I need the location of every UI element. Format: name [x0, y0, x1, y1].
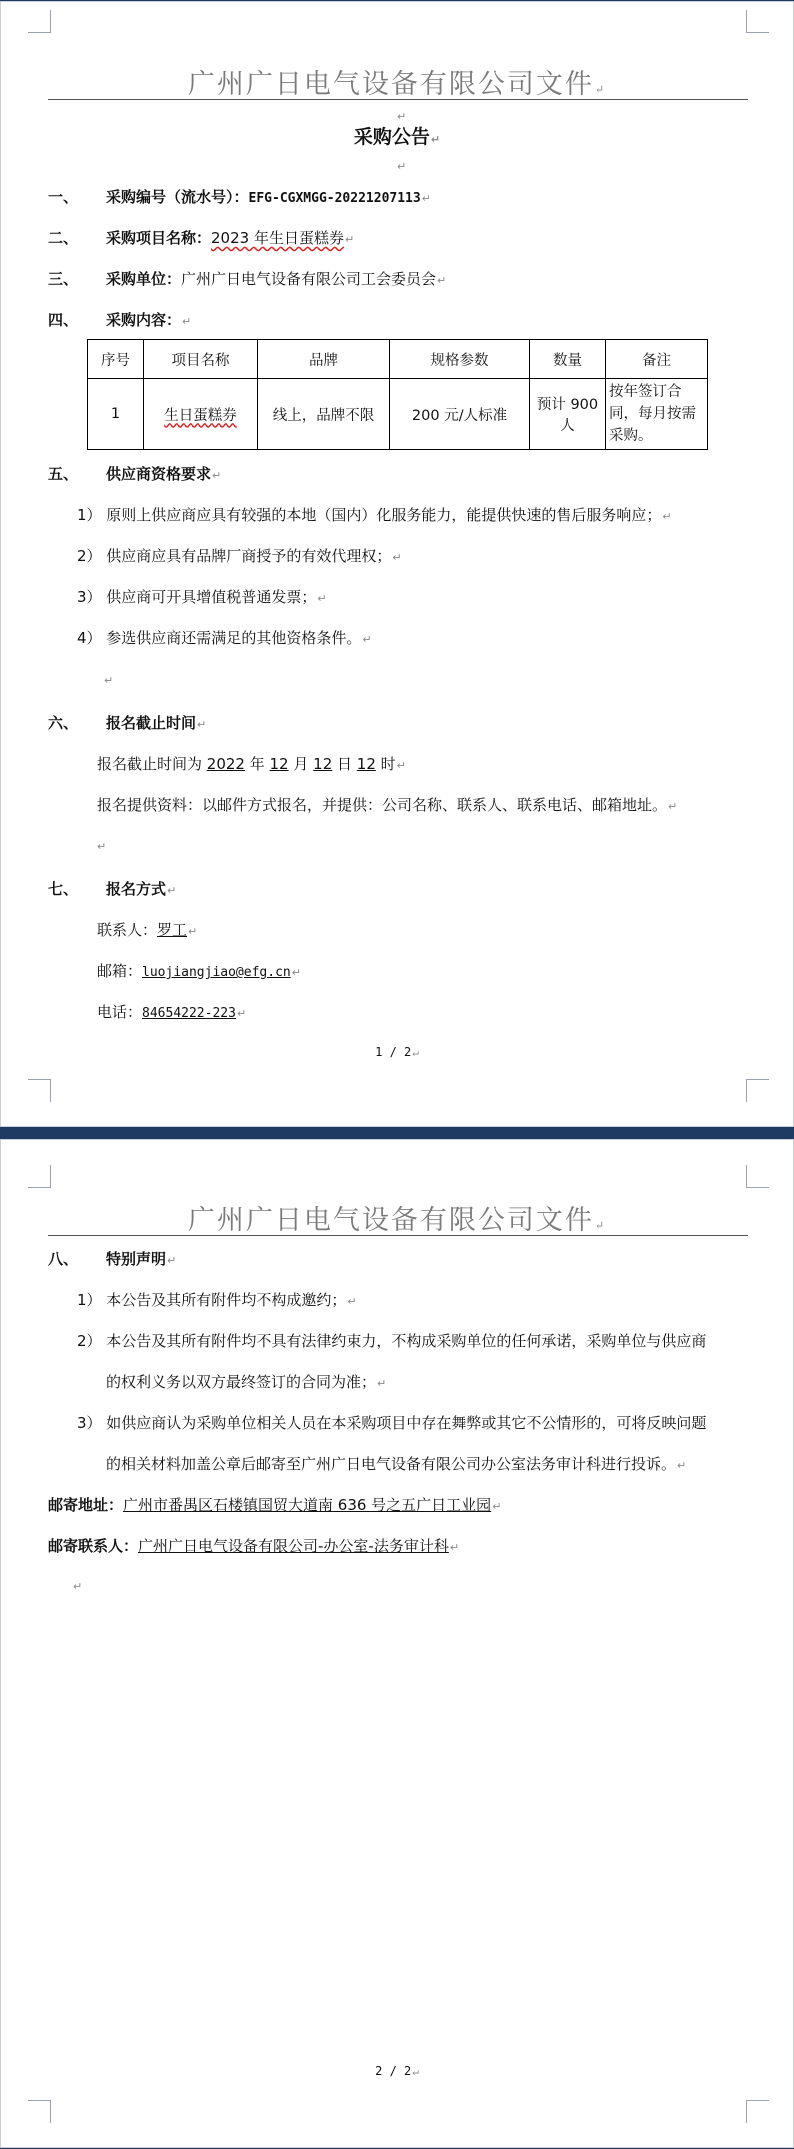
- email-link[interactable]: luojiangjiao@efg.cn: [142, 965, 291, 980]
- page-number: 2 / 2↵: [375, 2064, 419, 2078]
- document-page-2: [1, 1140, 793, 2147]
- list-item: 2） 本公告及其所有附件均不具有法律约束力，不构成采购单位的任何承诺，采购单位与供应商: [77, 1332, 707, 1350]
- section-registration-method: 七、 报名方式↵: [48, 880, 177, 898]
- table-header-cell: 规格参数: [390, 340, 530, 379]
- list-item-continuation: 的权利义务以双方最终签订的合同为准；↵: [106, 1373, 387, 1391]
- deadline-text: 报名截止时间为 2022 年 12 月 12 日 12 时↵: [97, 755, 406, 773]
- crop-mark-top-left: [28, 1165, 51, 1188]
- list-item: 4） 参选供应商还需满足的其他资格条件。↵: [77, 629, 372, 647]
- paragraph-mark: ↵: [73, 1580, 83, 1593]
- header-title: 广州广日电气设备有限公司文件↵: [187, 1205, 607, 1236]
- list-item: 1） 原则上供应商应具有较强的本地（国内）化服务能力，能提供快速的售后服务响应；↵: [77, 506, 672, 524]
- header-title: 广州广日电气设备有限公司文件↵: [187, 69, 607, 100]
- list-item: 1） 本公告及其所有附件均不构成邀约；↵: [77, 1291, 357, 1309]
- list-item: 3） 供应商可开具增值税普通发票；↵: [77, 588, 327, 606]
- table-cell: 预计 900 人: [530, 379, 606, 450]
- table-cell: 生日蛋糕券: [144, 379, 258, 450]
- list-item: 3） 如供应商认为采购单位相关人员在本采购项目中存在舞弊或其它不公情形的，可将反映问题: [77, 1414, 707, 1432]
- crop-mark-top-right: [746, 1165, 769, 1188]
- mail-address: 邮寄地址：广州市番禺区石楼镇国贸大道南 636 号之五广日工业园↵: [48, 1496, 502, 1514]
- section-procurement-content: 四、 采购内容：↵: [48, 311, 192, 329]
- section-project-name: 二、 采购项目名称：2023 年生日蛋糕券↵: [48, 229, 355, 247]
- table-cell: 按年签订合同，每月按需采购。: [606, 379, 708, 450]
- section-special-statement: 八、 特别声明↵: [48, 1250, 177, 1268]
- header-rule: [48, 99, 748, 100]
- section-supplier-qualifications: 五、 供应商资格要求↵: [48, 465, 222, 483]
- mail-contact: 邮寄联系人：广州广日电气设备有限公司-办公室-法务审计科↵: [48, 1537, 460, 1555]
- section-procurement-unit: 三、 采购单位：广州广日电气设备有限公司工会委员会↵: [48, 270, 447, 288]
- document-page-1: [1, 2, 793, 1126]
- contact-phone: 电话：84654222-223↵: [97, 1003, 247, 1021]
- crop-mark-bottom-right: [746, 1079, 769, 1102]
- table-header-cell: 序号: [88, 340, 144, 379]
- table-cell: 1: [88, 379, 144, 450]
- paragraph-mark: ↵: [104, 674, 114, 687]
- table-row: [88, 379, 708, 450]
- table-header-cell: 项目名称: [144, 340, 258, 379]
- crop-mark-bottom-right: [746, 2100, 769, 2123]
- table-cell: 线上，品牌不限: [258, 379, 390, 450]
- section-procurement-number: 一、 采购编号（流水号）：EFG-CGXMGG-20221207113↵: [48, 188, 431, 206]
- paragraph-mark: ↵: [397, 160, 407, 173]
- crop-mark-top-right: [746, 10, 769, 33]
- list-item-continuation: 的相关材料加盖公章后邮寄至广州广日电气设备有限公司办公室法务审计科进行投诉。↵: [106, 1455, 687, 1473]
- table-header-cell: 备注: [606, 340, 708, 379]
- procurement-table: [87, 339, 708, 450]
- document-title: 采购公告↵: [353, 126, 441, 148]
- paragraph-mark: ↵: [397, 110, 407, 123]
- page-number: 1 / 2↵: [375, 1045, 419, 1059]
- header-rule: [48, 1235, 748, 1236]
- crop-mark-bottom-left: [28, 2100, 51, 2123]
- list-item: 2） 供应商应具有品牌厂商授予的有效代理权；↵: [77, 547, 402, 565]
- crop-mark-bottom-left: [28, 1079, 51, 1102]
- table-header-cell: 数量: [530, 340, 606, 379]
- table-cell: 200 元/人标准: [390, 379, 530, 450]
- table-header-row: [88, 340, 708, 379]
- contact-email: 邮箱：luojiangjiao@efg.cn↵: [97, 962, 301, 980]
- contact-person: 联系人：罗工↵: [97, 921, 198, 939]
- materials-text: 报名提供资料：以邮件方式报名，并提供：公司名称、联系人、联系电话、邮箱地址。↵: [97, 796, 678, 814]
- paragraph-mark: ↵: [97, 840, 107, 853]
- section-registration-deadline: 六、 报名截止时间↵: [48, 714, 207, 732]
- crop-mark-top-left: [28, 10, 51, 33]
- table-header-cell: 品牌: [258, 340, 390, 379]
